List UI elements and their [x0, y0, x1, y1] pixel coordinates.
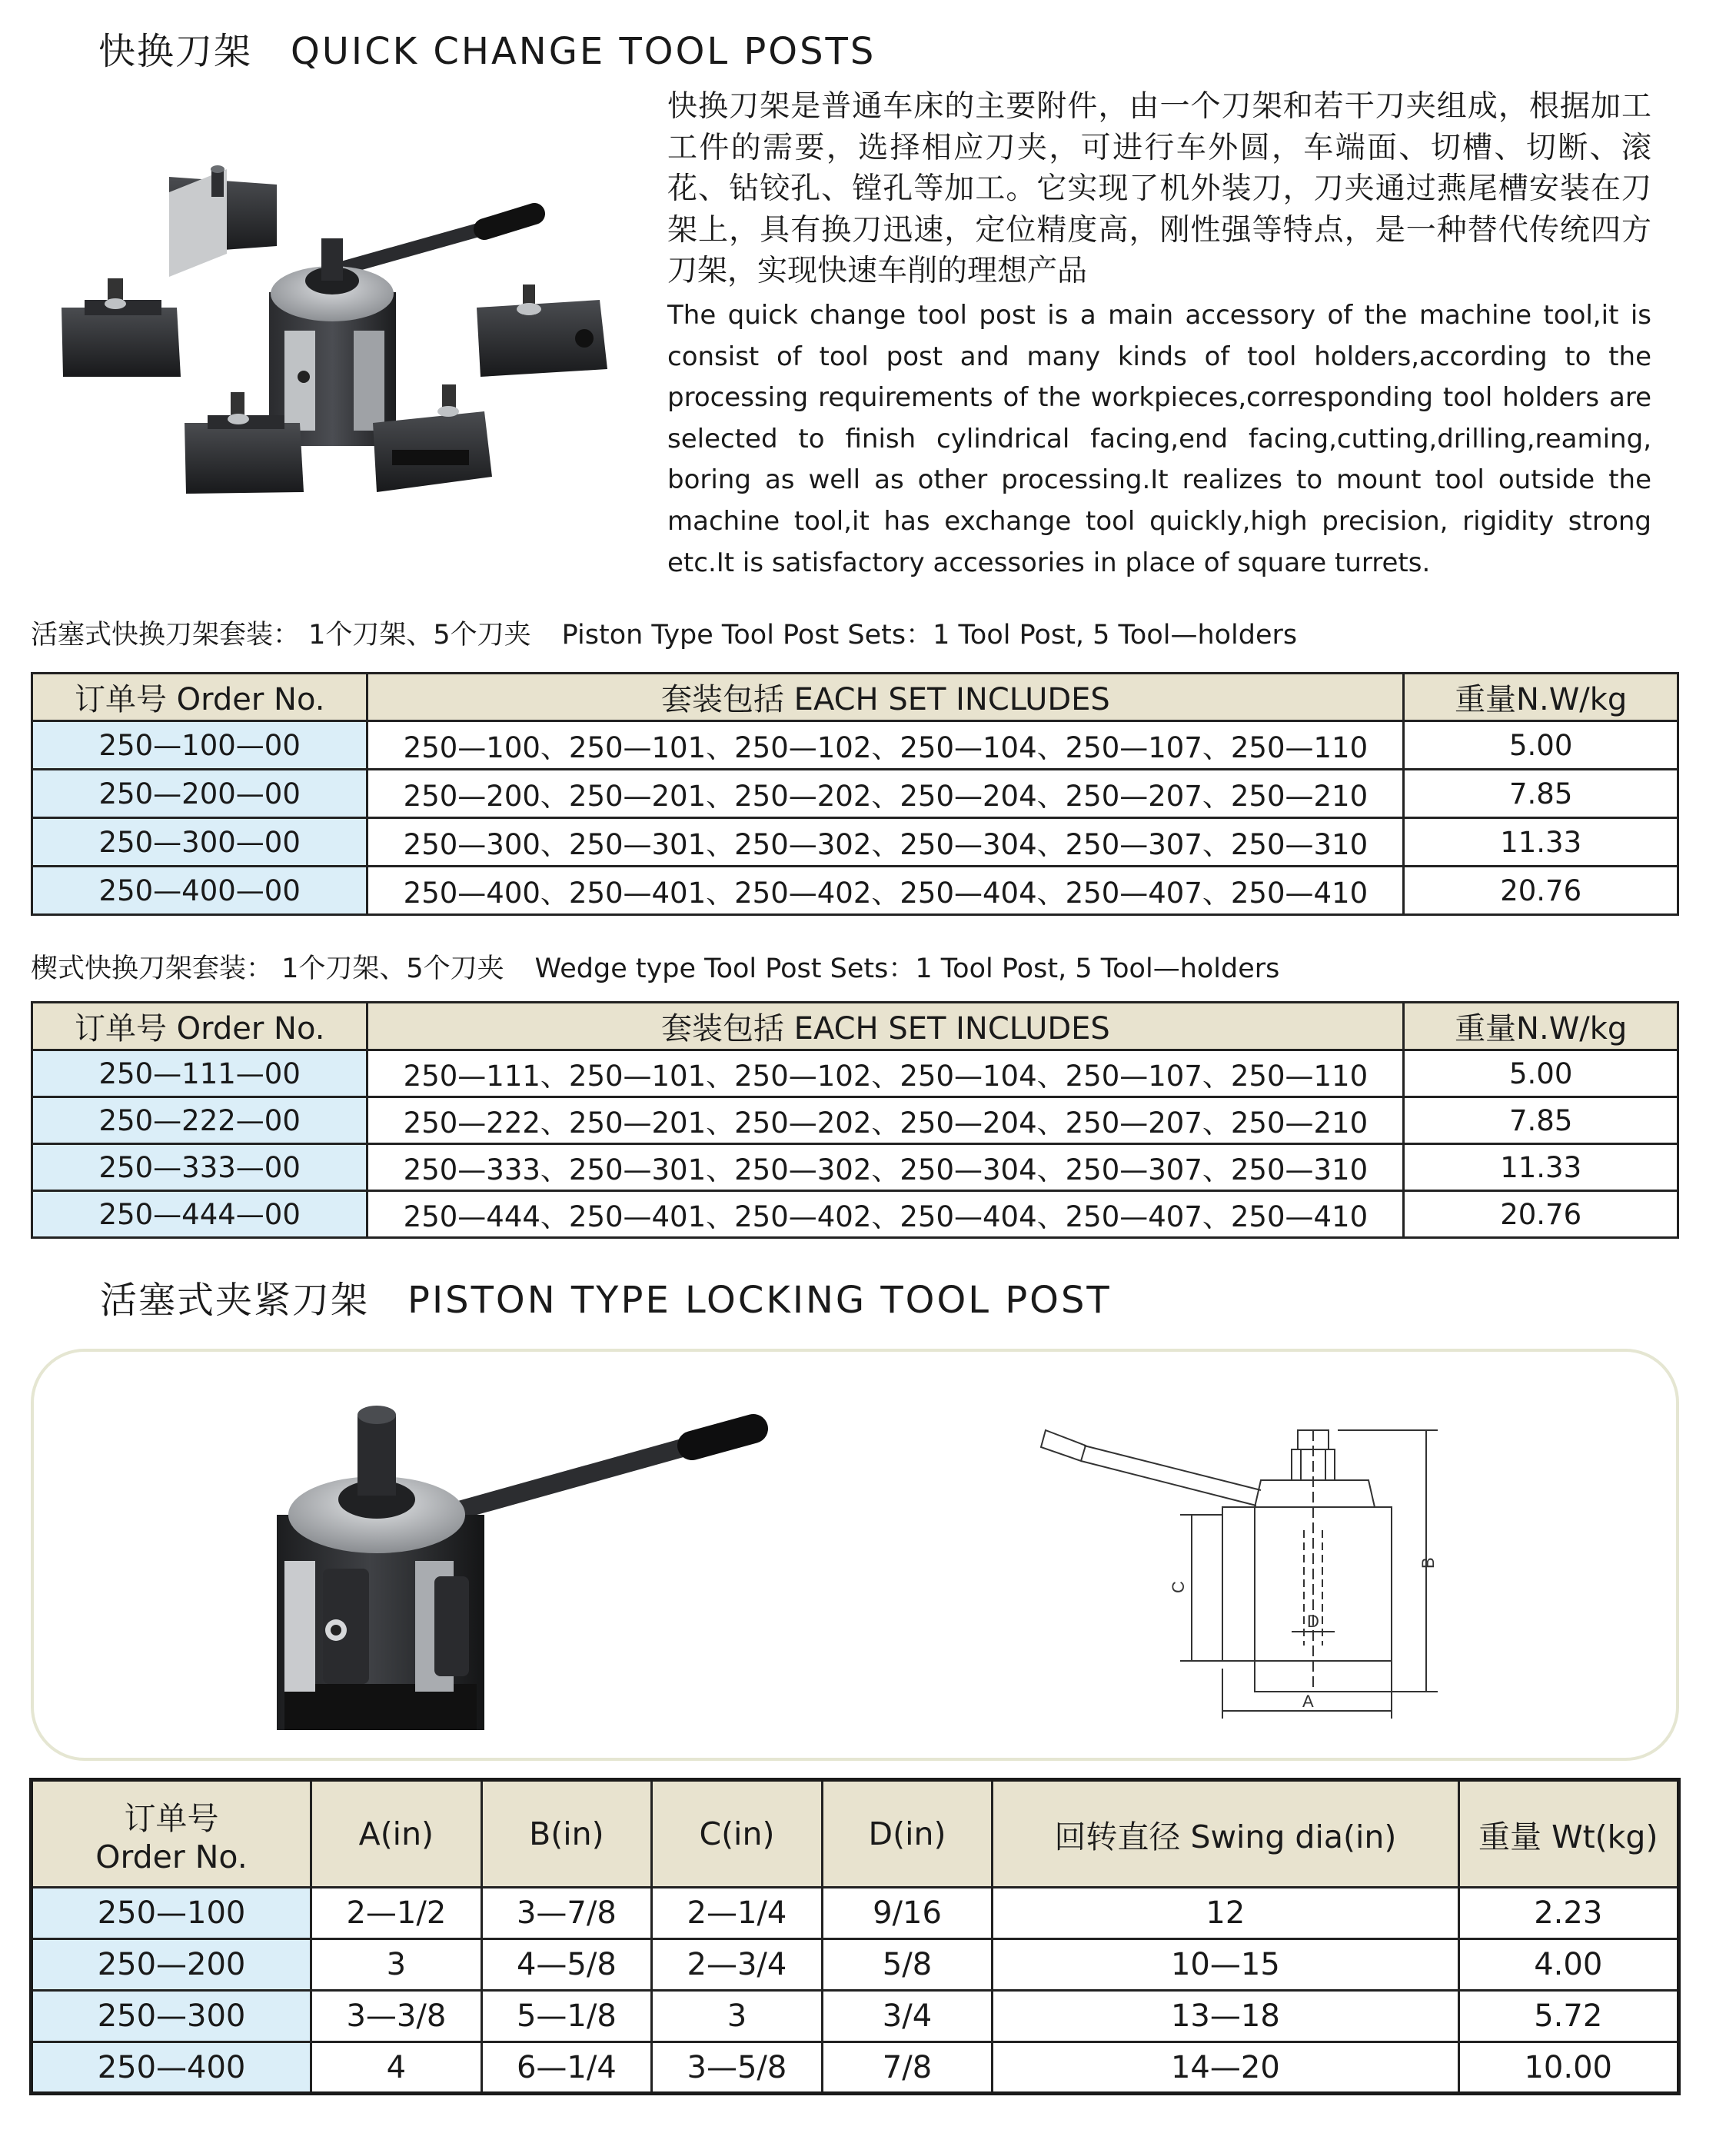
a-cell: 3—3/8	[311, 1991, 482, 2042]
table-row	[32, 1939, 1679, 1991]
locking-post-dimension-drawing	[1030, 1415, 1461, 1745]
locking-title-cn: 活塞式夹紧刀架	[100, 1279, 370, 1322]
weight-cell: 10.00	[1458, 2042, 1679, 2094]
header-order-no: 订单号 Order No.	[32, 1003, 367, 1050]
piston-sets-title-en: Piston Type Tool Post Sets：1 Tool Post, 5 Tool—holders	[561, 620, 1298, 651]
weight-cell: 7.85	[1404, 770, 1678, 818]
a-cell: 3	[311, 1939, 482, 1991]
d-cell: 7/8	[822, 2042, 993, 2094]
header-order-no-cn: 订单号	[124, 1799, 219, 1837]
order-no-cell: 250—100	[32, 1888, 311, 1939]
order-no-cell: 250—300—00	[32, 818, 367, 867]
header-set-includes: 套装包括 EACH SET INCLUDES	[367, 1003, 1404, 1050]
header-order-no	[32, 1780, 311, 1888]
d-cell: 5/8	[822, 1939, 993, 1991]
order-no-cell: 250—444—00	[32, 1191, 367, 1238]
tool-holder-left	[62, 278, 181, 377]
d-cell: 9/16	[822, 1888, 993, 1939]
weight-cell: 5.72	[1458, 1991, 1679, 2042]
includes-cell: 250—444、250—401、250—402、250—404、250—407、250—410	[367, 1191, 1404, 1238]
table-header-row	[32, 1003, 1678, 1050]
tool-holder-right	[477, 285, 607, 377]
header-d: D(in)	[822, 1780, 993, 1888]
locking-tool-post-photo	[261, 1384, 784, 1738]
includes-cell: 250—222、250—201、250—202、250—204、250—207、250—210	[367, 1097, 1404, 1144]
intro-text-en: The quick change tool post is a main accessory of the machine tool,it is consist of tool post and many kinds of tool holders,according to the processing requirements of the workpieces,corresponding tool holders are selected to finish cylindrical facing,end facing,cutting,drilling,reaming, boring as well as other processing.It realizes to mount tool outside the machine tool,it has exchange tool quickly,high precision, rigidity strong etc.It is satisfactory accessories in place of square turrets.	[667, 300, 1651, 578]
order-no-cell: 250—222—00	[32, 1097, 367, 1144]
weight-cell: 2.23	[1458, 1888, 1679, 1939]
intro-text-cn: 快换刀架是普通车床的主要附件，由一个刀架和若干刀夹组成，根据加工工件的需要，选择相应刀夹，可进行车外圆，车端面、切槽、切断、滚花、钻铰孔、镗孔等加工。它实现了机外装刀，刀夹通过燕尾槽安装在刀架上，具有换刀迅速，定位精度高，刚性强等特点，是一种替代传统四方刀架，实现快速车削的理想产品	[667, 89, 1651, 288]
weight-cell: 7.85	[1404, 1097, 1678, 1144]
order-no-cell: 250—300	[32, 1991, 311, 2042]
c-cell: 3	[652, 1991, 823, 2042]
tool-post-set-photo	[54, 146, 623, 515]
d-cell: 3/4	[822, 1991, 993, 2042]
includes-cell: 250—100、250—101、250—102、250—104、250—107、250—110	[367, 721, 1404, 770]
table-row	[32, 867, 1678, 915]
dim-label-b: B	[1418, 1557, 1438, 1569]
weight-cell: 11.33	[1404, 818, 1678, 867]
weight-cell: 5.00	[1404, 721, 1678, 770]
weight-cell: 11.33	[1404, 1144, 1678, 1191]
order-no-cell: 250—111—00	[32, 1050, 367, 1097]
dim-label-a: A	[1302, 1692, 1314, 1711]
locking-post-table	[29, 1778, 1681, 2095]
locking-title	[100, 1270, 1112, 1323]
table-row	[32, 1191, 1678, 1238]
weight-cell: 20.76	[1404, 867, 1678, 915]
header-order-no-en: Order No.	[95, 1838, 248, 1875]
header-a: A(in)	[311, 1780, 482, 1888]
wedge-sets-title	[31, 947, 1279, 986]
header-weight: 重量 Wt(kg)	[1458, 1780, 1679, 1888]
order-no-cell: 250—200	[32, 1939, 311, 1991]
order-no-cell: 250—400—00	[32, 867, 367, 915]
table-row	[32, 1144, 1678, 1191]
table-row	[32, 1888, 1679, 1939]
piston-sets-table	[31, 672, 1679, 916]
table-row	[32, 1050, 1678, 1097]
includes-cell: 250—300、250—301、250—302、250—304、250—307、250—310	[367, 818, 1404, 867]
b-cell: 5—1/8	[481, 1991, 652, 2042]
weight-cell: 20.76	[1404, 1191, 1678, 1238]
c-cell: 3—5/8	[652, 2042, 823, 2094]
order-no-cell: 250—100—00	[32, 721, 367, 770]
a-cell: 4	[311, 2042, 482, 2094]
b-cell: 6—1/4	[481, 2042, 652, 2094]
table-header-row	[32, 674, 1678, 721]
includes-cell: 250—200、250—201、250—202、250—204、250—207、250—210	[367, 770, 1404, 818]
table-row	[32, 2042, 1679, 2094]
header-c: C(in)	[652, 1780, 823, 1888]
wedge-sets-title-cn: 楔式快换刀架套装： 1个刀架、5个刀夹	[31, 953, 504, 984]
header-b: B(in)	[481, 1780, 652, 1888]
table-row	[32, 770, 1678, 818]
page-title	[98, 22, 876, 75]
locking-title-en: PISTON TYPE LOCKING TOOL POST	[407, 1279, 1112, 1322]
swing-cell: 10—15	[993, 1939, 1458, 1991]
swing-cell: 12	[993, 1888, 1458, 1939]
dim-label-d: D	[1307, 1612, 1319, 1631]
table-row	[32, 1097, 1678, 1144]
table-row	[32, 721, 1678, 770]
weight-cell: 4.00	[1458, 1939, 1679, 1991]
order-no-cell: 250—333—00	[32, 1144, 367, 1191]
piston-sets-title-cn: 活塞式快换刀架套装： 1个刀架、5个刀夹	[31, 620, 531, 651]
tool-holder-top-left	[169, 165, 277, 277]
table-header-row	[32, 1780, 1679, 1888]
order-no-cell: 250—200—00	[32, 770, 367, 818]
b-cell: 3—7/8	[481, 1888, 652, 1939]
b-cell: 4—5/8	[481, 1939, 652, 1991]
header-weight: 重量N.W/kg	[1404, 674, 1678, 721]
table-row	[32, 818, 1678, 867]
a-cell: 2—1/2	[311, 1888, 482, 1939]
includes-cell: 250—400、250—401、250—402、250—404、250—407、250—410	[367, 867, 1404, 915]
weight-cell: 5.00	[1404, 1050, 1678, 1097]
order-no-cell: 250—400	[32, 2042, 311, 2094]
dim-label-c: C	[1169, 1581, 1188, 1593]
includes-cell: 250—333、250—301、250—302、250—304、250—307、250—310	[367, 1144, 1404, 1191]
wedge-sets-title-en: Wedge type Tool Post Sets：1 Tool Post, 5 Tool—holders	[534, 953, 1280, 984]
includes-cell: 250—111、250—101、250—102、250—104、250—107、250—110	[367, 1050, 1404, 1097]
header-swing-dia: 回转直径 Swing dia(in)	[993, 1780, 1458, 1888]
header-order-no: 订单号 Order No.	[32, 674, 367, 721]
swing-cell: 13—18	[993, 1991, 1458, 2042]
header-weight: 重量N.W/kg	[1404, 1003, 1678, 1050]
c-cell: 2—1/4	[652, 1888, 823, 1939]
page-title-cn: 快换刀架	[98, 30, 253, 73]
page-title-en: QUICK CHANGE TOOL POSTS	[291, 30, 876, 73]
wedge-sets-table	[31, 1001, 1679, 1239]
swing-cell: 14—20	[993, 2042, 1458, 2094]
table-row	[32, 1991, 1679, 2042]
piston-sets-title	[31, 614, 1297, 652]
c-cell: 2—3/4	[652, 1939, 823, 1991]
header-set-includes: 套装包括 EACH SET INCLUDES	[367, 674, 1404, 721]
